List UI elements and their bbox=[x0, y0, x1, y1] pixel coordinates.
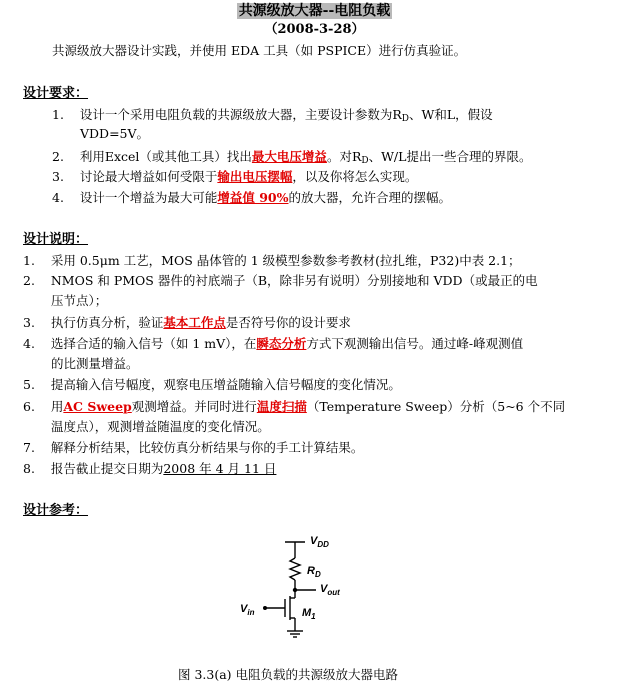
requirement-item: 4. 设计一个增益为最大可能增益值 90%的放大器，允许合理的摆幅。 bbox=[52, 190, 451, 205]
note-item: 7. 解释分析结果，比较仿真分析结果与你的手工计算结果。 bbox=[23, 440, 364, 455]
notes-heading: 设计说明： bbox=[23, 232, 89, 247]
note-item: 5. 提高输入信号幅度，观察电压增益随输入信号幅度的变化情况。 bbox=[23, 377, 401, 392]
note-item: 6. 用AC Sweep观测增益。并同时进行温度扫描（Temperature Sweep）分析（5~6 个不同 bbox=[23, 399, 566, 414]
vin-label: $V_{in}$ bbox=[240, 603, 255, 617]
keyword-ac-sweep: AC Sweep bbox=[63, 399, 132, 414]
keyword-max-gain: 最大电压增益 bbox=[251, 149, 327, 164]
keyword-operating-point: 基本工作点 bbox=[163, 315, 226, 330]
note-item: 2. NMOS 和 PMOS 器件的衬底端子（B，除非另有说明）分别接地和 VDD（或最正的电 bbox=[23, 273, 538, 288]
rd-label: $R_D$ bbox=[307, 565, 321, 579]
requirements-heading: 设计要求： bbox=[23, 86, 89, 101]
reference-heading: 设计参考： bbox=[23, 503, 89, 518]
intro-text: 共源级放大器设计实践，并使用 EDA 工具（如 PSPICE）进行仿真验证。 bbox=[52, 43, 467, 58]
figure-caption: 图 3.3(a) 电阻负载的共源级放大器电路 bbox=[178, 667, 399, 682]
document-date: （2008-3-28） bbox=[264, 22, 365, 37]
note-item: 4. 选择合适的输入信号（如 1 mV），在瞬态分析方式下观测输出信号。通过峰-峰观测值 bbox=[23, 336, 524, 351]
output-node bbox=[293, 588, 297, 592]
requirement-item: 3. 讨论最大增益如何受限于输出电压摆幅，以及你将怎么实现。 bbox=[52, 169, 418, 184]
page-title: 共源级放大器--电阻负载 bbox=[238, 3, 391, 19]
vout-label: $V_{out}$ bbox=[320, 583, 340, 597]
deadline-date: 2008 年 4 月 11 日 bbox=[163, 461, 277, 476]
circuit-diagram bbox=[230, 528, 370, 656]
requirement-item-continued: VDD=5V。 bbox=[80, 126, 150, 141]
requirement-item: 2. 利用Excel（或其他工具）找出最大电压增益。对$R_D$、W/L提出一些合理的界限。 bbox=[52, 149, 532, 166]
keyword-gain-90: 增益值 90% bbox=[217, 190, 289, 205]
vdd-label: $V_{DD}$ bbox=[310, 535, 329, 549]
note-item-continued: 压节点）； bbox=[51, 293, 108, 308]
note-item: 8. 报告截止提交日期为2008 年 4 月 11 日 bbox=[23, 461, 277, 476]
note-item: 3. 执行仿真分析，验证基本工作点是否符号你的设计要求 bbox=[23, 315, 351, 330]
keyword-temperature-sweep: 温度扫描 bbox=[256, 399, 307, 414]
note-item-continued: 的比测量增益。 bbox=[51, 356, 139, 371]
keyword-transient: 瞬态分析 bbox=[256, 336, 307, 351]
requirement-item: 1. 设计一个采用电阻负载的共源级放大器，主要设计参数为$R_D$、W和L，假设 bbox=[52, 107, 493, 124]
resistor-rd bbox=[290, 558, 300, 580]
m1-label: $M_1$ bbox=[302, 607, 316, 621]
keyword-output-swing: 输出电压摆幅 bbox=[217, 169, 293, 184]
note-item-continued: 温度点），观测增益随温度的变化情况。 bbox=[51, 419, 270, 434]
input-node bbox=[263, 606, 267, 610]
note-item: 1. 采用 0.5μm 工艺，MOS 晶体管的 1 级模型参数参考教材(拉扎维，P32)中表 2.1； bbox=[23, 253, 521, 268]
